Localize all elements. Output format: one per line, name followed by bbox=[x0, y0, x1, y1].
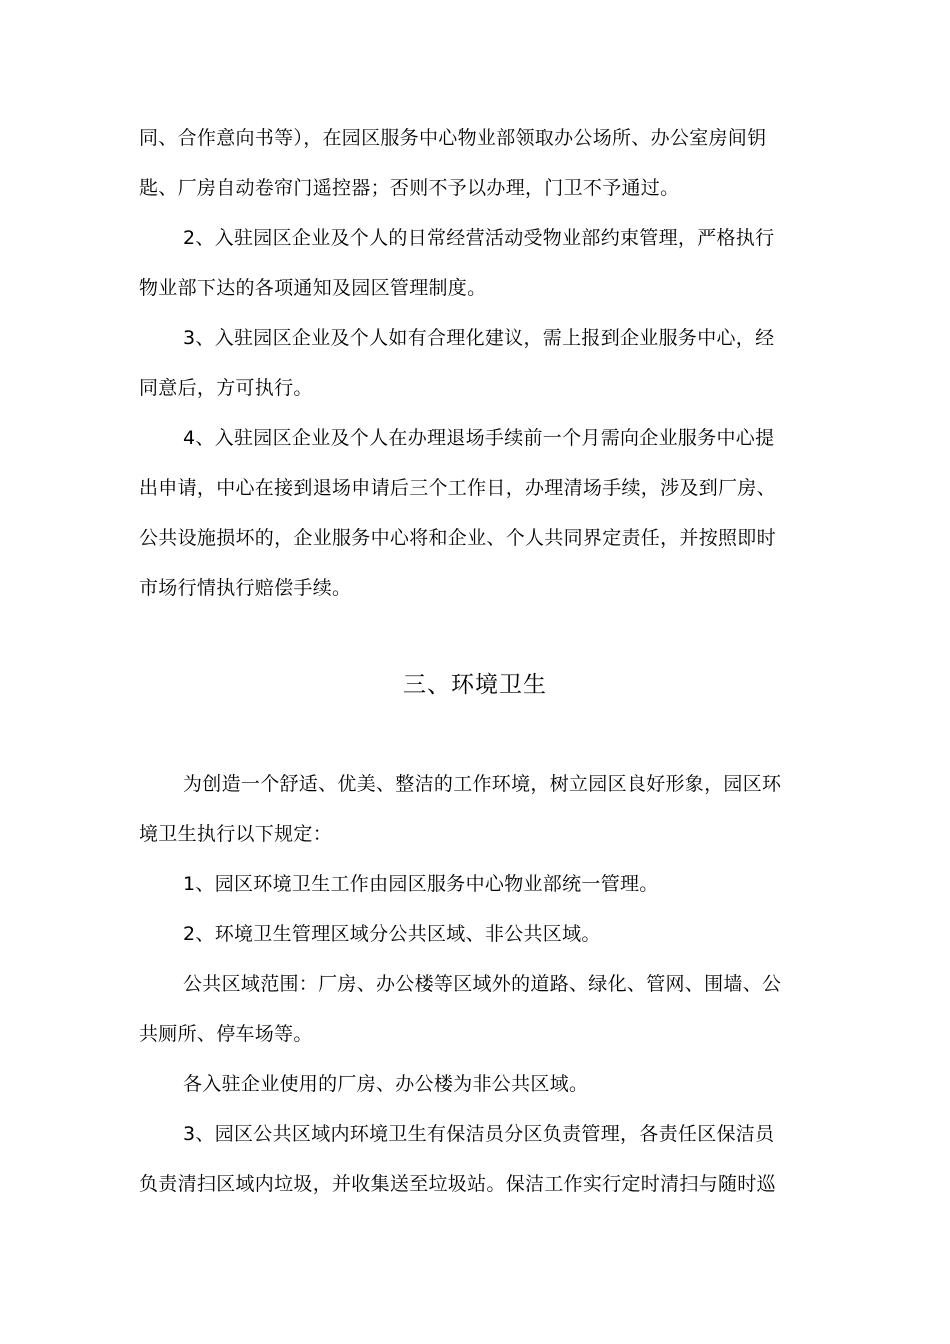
paragraph-line: 公共区域范围：厂房、办公楼等区域外的道路、绿化、管网、围墙、公 bbox=[183, 973, 782, 995]
paragraph-line: 3、园区公共区域内环境卫生有保洁员分区负责管理，各责任区保洁员 bbox=[183, 1123, 775, 1145]
paragraph-line: 2、环境卫生管理区域分公共区域、非公共区域。 bbox=[183, 923, 601, 945]
paragraph-line: 3、入驻园区企业及个人如有合理化建议，需上报到企业服务中心，经 bbox=[183, 327, 775, 349]
paragraph-line: 市场行情执行赔偿手续。 bbox=[139, 577, 352, 599]
paragraph-line: 2、入驻园区企业及个人的日常经营活动受物业部约束管理，严格执行 bbox=[183, 227, 775, 249]
paragraph-line: 负责清扫区域内垃圾，并收集送至垃圾站。保洁工作实行定时清扫与随时巡 bbox=[139, 1173, 776, 1195]
section-heading: 三、环境卫生 bbox=[403, 672, 547, 698]
paragraph-line: 同、合作意向书等），在园区服务中心物业部领取办公场所、办公室房间钥 bbox=[139, 127, 767, 149]
paragraph-line: 各入驻企业使用的厂房、办公楼为非公共区域。 bbox=[183, 1073, 589, 1095]
paragraph-line: 物业部下达的各项通知及园区管理制度。 bbox=[139, 277, 487, 299]
paragraph-line: 为创造一个舒适、优美、整洁的工作环境，树立园区良好形象，园区环 bbox=[183, 773, 782, 795]
paragraph-line: 共厕所、停车场等。 bbox=[139, 1023, 313, 1045]
paragraph-line: 匙、厂房自动卷帘门遥控器；否则不予以办理，门卫不予通过。 bbox=[139, 177, 680, 199]
paragraph-line: 公共设施损坏的，企业服务中心将和企业、个人共同界定责任，并按照即时 bbox=[139, 527, 776, 549]
paragraph-line: 1、园区环境卫生工作由园区服务中心物业部统一管理。 bbox=[183, 873, 659, 895]
paragraph-line: 出申请，中心在接到退场申请后三个工作日，办理清场手续，涉及到厂房、 bbox=[139, 477, 776, 499]
paragraph-line: 境卫生执行以下规定： bbox=[139, 823, 333, 845]
paragraph-line: 同意后，方可执行。 bbox=[139, 377, 313, 399]
paragraph-line: 4、入驻园区企业及个人在办理退场手续前一个月需向企业服务中心提 bbox=[183, 427, 775, 449]
